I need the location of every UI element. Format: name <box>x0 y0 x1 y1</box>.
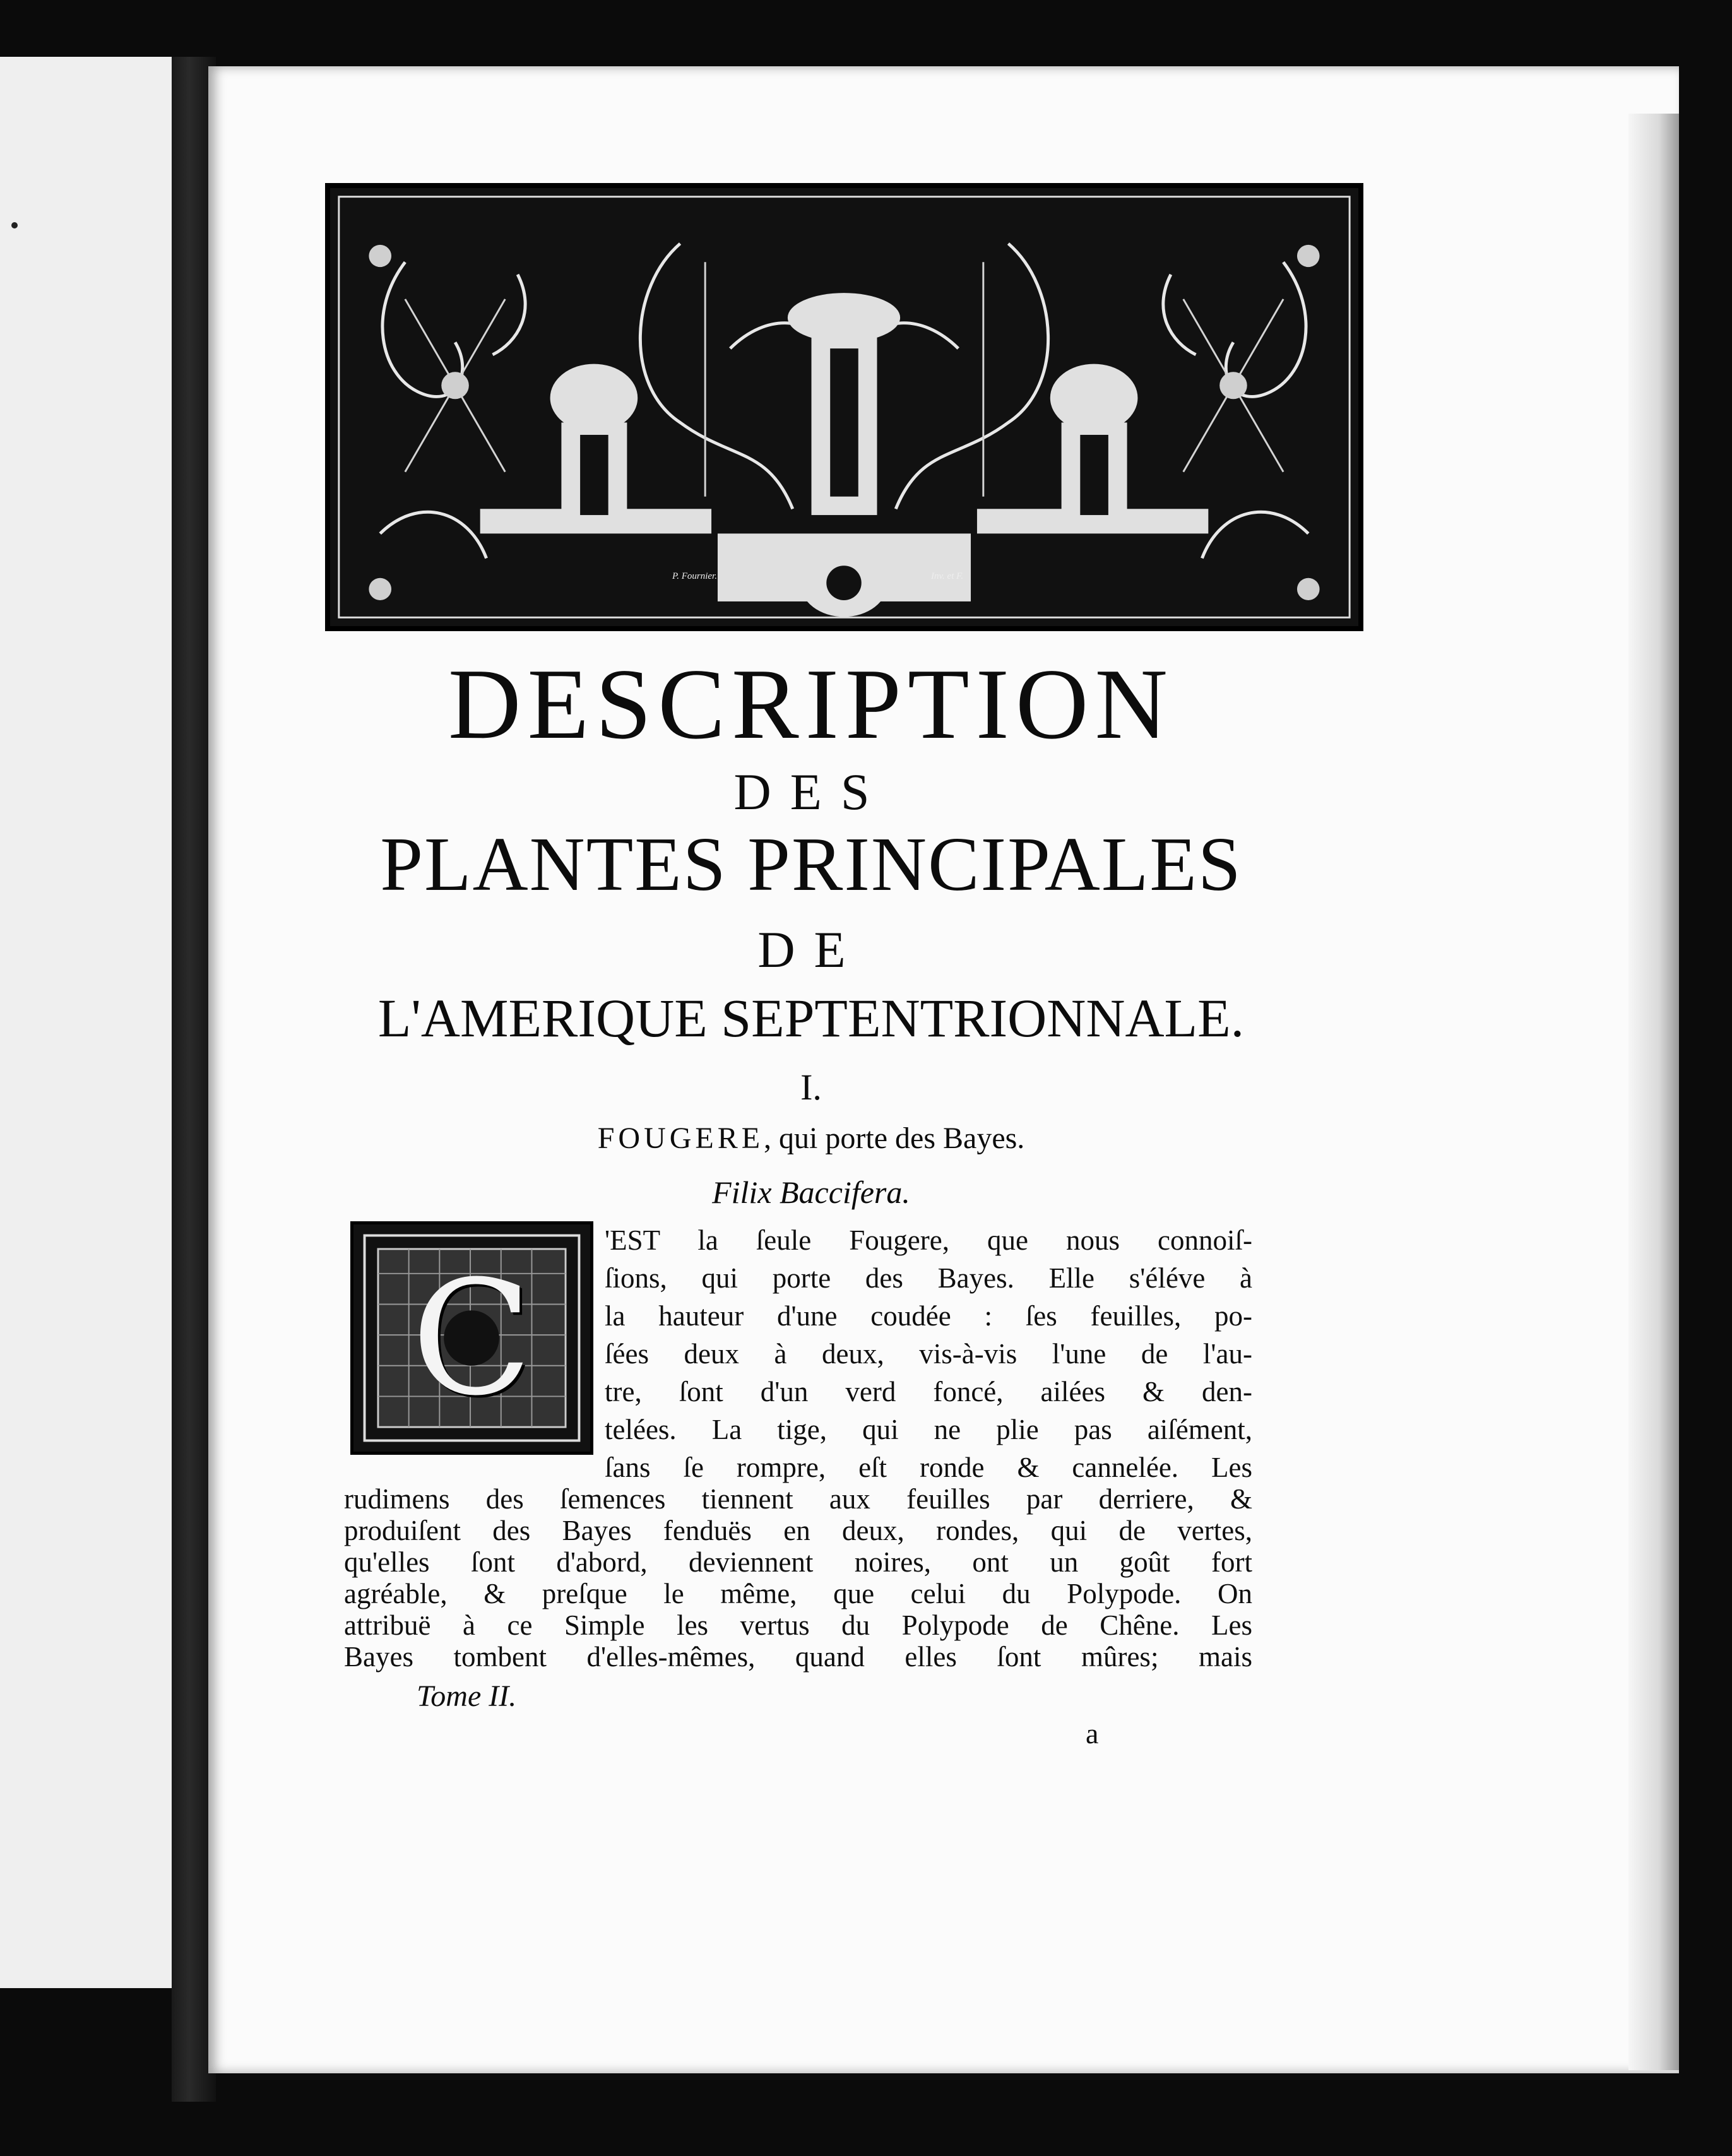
engraver-signature-left: P. Fournier. <box>672 571 717 581</box>
headpiece-pattern <box>330 188 1358 626</box>
signature-mark: a <box>1086 1717 1099 1750</box>
body-line-1: 'EST la ſeule Fougere, que nous connoiſ- <box>605 1224 1252 1256</box>
title-amerique-septentrionnale: L'AMERIQUE SEPTENTRIONNALE. <box>377 988 1245 1048</box>
body-line-12: attribuë à ce Simple les vertus du Polypode de Chêne. Les <box>344 1609 1252 1641</box>
section-heading-rest: , qui porte des Bayes. <box>764 1122 1025 1155</box>
body-line-2: ſions, qui porte des Bayes. Elle s'éléve à <box>605 1262 1252 1294</box>
section-heading-caps: FOUGERE <box>597 1122 764 1155</box>
ink-speck <box>11 222 18 228</box>
section-heading <box>353 1120 1269 1157</box>
body-line-13: Bayes tombent d'elles-mêmes, quand elles ſont mûres; mais <box>344 1641 1252 1673</box>
body-line-3: la hauteur d'une coudée : ſes feuilles, po- <box>605 1300 1252 1332</box>
ornamental-headpiece-engraving <box>325 183 1363 631</box>
page-fore-edge <box>1628 114 1679 2070</box>
body-line-9: produiſent des Bayes fenduës en deux, rondes, qui de vertes, <box>344 1515 1252 1546</box>
body-line-5: tre, ſont d'un verd foncé, ailées & den- <box>605 1376 1252 1407</box>
initial-letter: C <box>411 1246 533 1430</box>
title-de: DE <box>757 921 865 978</box>
body-line-7: ſans ſe rompre, eſt ronde & cannelée. Les <box>605 1452 1252 1483</box>
latin-name: Filix Baccifera. <box>712 1175 910 1210</box>
body-line-8: rudimens des ſemences tiennent aux feuilles par derriere, & <box>344 1483 1252 1515</box>
body-line-11: agréable, & preſque le même, que celui du Polypode. On <box>344 1578 1252 1609</box>
title-description: DESCRIPTION <box>448 648 1175 760</box>
body-line-6: telées. La tige, qui ne plie pas aiſément, <box>605 1414 1252 1445</box>
engraver-signature-right: Inv. et F. <box>931 571 964 581</box>
title-plantes-principales: PLANTES PRINCIPALES <box>380 822 1242 907</box>
body-line-4: ſées deux à deux, vis-à-vis l'une de l'au- <box>605 1338 1252 1370</box>
facing-page-edge <box>0 57 175 1988</box>
section-number: I. <box>800 1067 822 1108</box>
body-line-10: qu'elles ſont d'abord, deviennent noires, ont un goût fort <box>344 1546 1252 1578</box>
volume-label: Tome II. <box>417 1679 517 1713</box>
title-des: DES <box>733 763 889 820</box>
decorated-initial <box>350 1221 593 1455</box>
